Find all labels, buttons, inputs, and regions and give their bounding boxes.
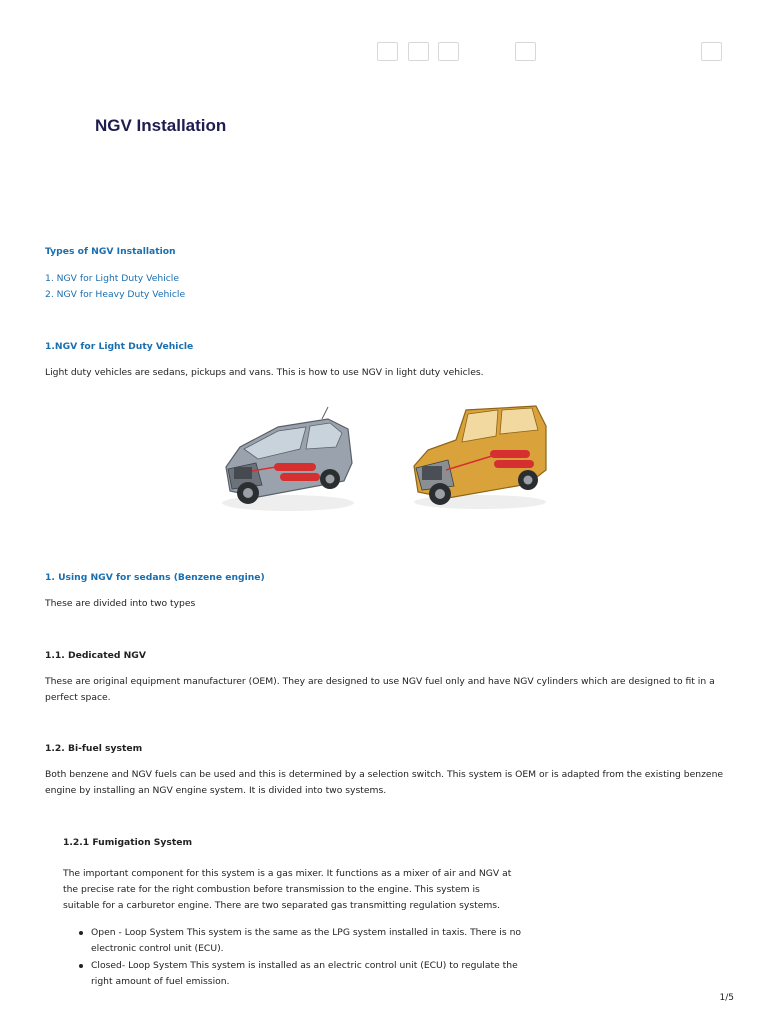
section1-heading: 1.NGV for Light Duty Vehicle xyxy=(45,341,194,352)
page-number: 1/5 xyxy=(719,993,734,1003)
types-heading: Types of NGV Installation xyxy=(45,246,176,257)
section1-intro: Light duty vehicles are sedans, pickups and vans. This is how to use NGV in light duty vehicles. xyxy=(45,367,484,378)
bifuel-heading: 1.2. Bi-fuel system xyxy=(45,743,143,754)
bullet-icon xyxy=(79,931,83,935)
fumigation-heading: 1.2.1 Fumigation System xyxy=(63,837,193,848)
toolbar-icon-1[interactable] xyxy=(377,42,398,61)
bullet-icon xyxy=(79,964,83,968)
fumigation-text: The important component for this system is a gas mixer. It functions as a mixer of air and NGV at the precise rate for the right combustion before transmission to the engine. This system is suitable for a carburetor engine. There are two separated gas transmitting regulation systems. xyxy=(63,868,512,911)
toolbar-icon-2[interactable] xyxy=(408,42,429,61)
sub1-heading: 1. Using NGV for sedans (Benzene engine) xyxy=(45,572,265,583)
dedicated-heading: 1.1. Dedicated NGV xyxy=(45,650,146,661)
loop-system-list xyxy=(63,925,533,991)
van-cutaway-image xyxy=(408,400,552,514)
type-link-light-duty[interactable]: 1. NGV for Light Duty Vehicle xyxy=(45,273,179,284)
toolbar-icon-3[interactable] xyxy=(438,42,459,61)
toolbar-icon-5[interactable] xyxy=(701,42,722,61)
type-link-heavy-duty[interactable]: 2. NGV for Heavy Duty Vehicle xyxy=(45,289,186,300)
page-title: NGV Installation xyxy=(95,116,227,135)
sub1-intro: These are divided into two types xyxy=(45,598,196,609)
sedan-cutaway-image xyxy=(218,405,358,517)
toolbar xyxy=(0,42,768,66)
bifuel-text: Both benzene and NGV fuels can be used and this is determined by a selection switch. This system is OEM or is adapted from the existing benzene engine by installing an NGV engine system. It is divided into two systems. xyxy=(45,769,724,796)
list-item: Closed- Loop System This system is installed as an electric control unit (ECU) to regulate the right amount of fuel emission. xyxy=(63,958,533,990)
list-item: Open - Loop System This system is the same as the LPG system installed in taxis. There is no electronic control unit (ECU). xyxy=(63,925,533,957)
toolbar-icon-4[interactable] xyxy=(515,42,536,61)
dedicated-text: These are original equipment manufacturer (OEM). They are designed to use NGV fuel only and have NGV cylinders which are designed to fit in a perfect space. xyxy=(45,676,715,703)
